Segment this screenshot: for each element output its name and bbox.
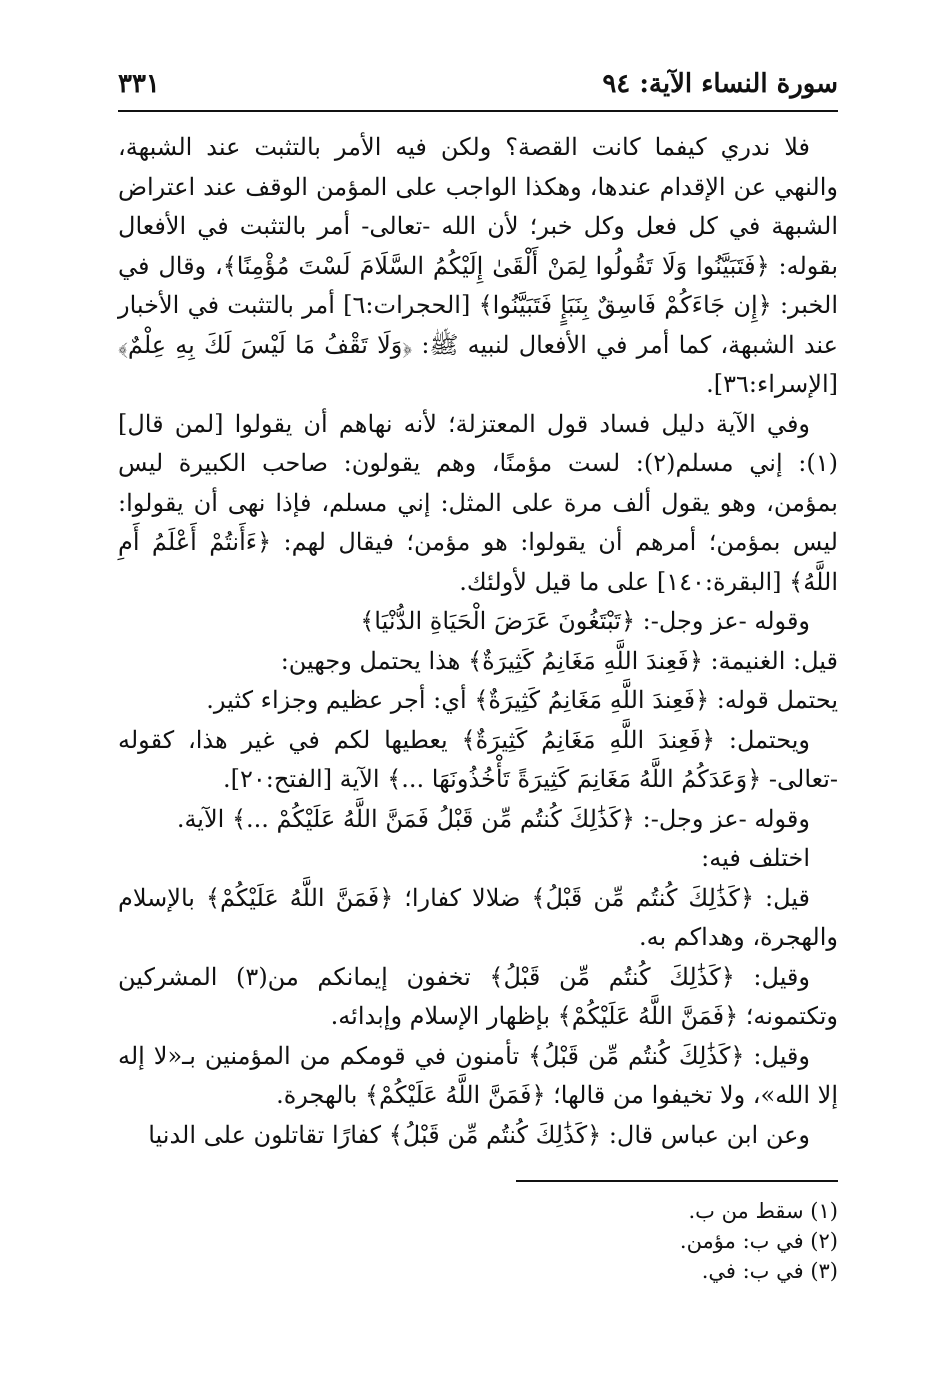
paragraph-9: قيل: ﴿كَذَٰلِكَ كُنتُم مِّن قَبْلُ﴾ ضلالا كفارا؛ ﴿فَمَنَّ اللَّهُ عَلَيْكُمْ﴾ بالإسلام والهجرة، وهداكم به. — [118, 883, 838, 951]
footnote-2: (٢) في ب: مؤمن. — [679, 1229, 838, 1253]
running-title: سورة النساء الآية: ٩٤ — [602, 69, 838, 99]
footnote-divider — [516, 1180, 838, 1182]
page-number: ٣٣١ — [118, 69, 160, 99]
header-divider — [118, 110, 838, 112]
paragraph-12: وعن ابن عباس قال: ﴿كَذَٰلِكَ كُنتُم مِّن قَبْلُ﴾ كفارًا تقاتلون على الدنيا — [148, 1120, 810, 1149]
page-header — [118, 62, 838, 106]
paragraph-3: وقوله -عز وجل-: ﴿تَبْتَغُونَ عَرَضَ الْحَيَاةِ الدُّنْيَا﴾ — [360, 607, 810, 635]
main-text — [118, 128, 838, 1155]
footnotes — [118, 1196, 838, 1286]
paragraph-2: وفي الآية دليل فساد قول المعتزلة؛ لأنه نهاهم أن يقولوا [لمن قال](١): إني مسلم(٢): لست مؤمنًا، وهم يقولون: صاحب الكبيرة ليس بمؤمن، وهو يقول ألف مرة على المثل: إني مسلم، فإذا نهى أن يقولوا: ليس بمؤمن؛ أمرهم أن يقولوا: هو مؤمن؛ فيقال لهم: ﴿ءَأَنتُمْ أَعْلَمُ أَمِ اللَّهُ﴾ [البقرة:١٤٠] على ما قيل لأولئك. — [118, 409, 838, 596]
paragraph-4: قيل: الغنيمة: ﴿فَعِندَ اللَّهِ مَغَانِمُ كَثِيرَةٌ﴾ هذا يحتمل وجهين: — [280, 646, 838, 675]
paragraph-6: ويحتمل: ﴿فَعِندَ اللَّهِ مَغَانِمُ كَثِيرَةٌ﴾ يعطيها لكم في غير هذا، كقوله -تعالى- ﴿وَعَدَكُمُ اللَّهُ مَغَانِمَ كَثِيرَةً تَأْخُذُونَهَا ...﴾ الآية [الفتح:٢٠]. — [118, 725, 838, 793]
paragraph-7: وقوله -عز وجل-: ﴿كَذَٰلِكَ كُنتُم مِّن قَبْلُ فَمَنَّ اللَّهُ عَلَيْكُمْ ...﴾ الآية. — [176, 804, 810, 833]
paragraph-8: اختلف فيه: — [701, 844, 810, 872]
footnote-3: (٣) في ب: في. — [701, 1259, 838, 1283]
paragraph-11: وقيل: ﴿كَذَٰلِكَ كُنتُم مِّن قَبْلُ﴾ تأمنون في قومكم من المؤمنين بـ«لا إله إلا الله»، ولا تخيفوا من قالها؛ ﴿فَمَنَّ اللَّهُ عَلَيْكُمْ﴾ بالهجرة. — [118, 1041, 838, 1109]
footnote-1: (١) سقط من ب. — [688, 1199, 838, 1223]
paragraph-1: فلا ندري كيفما كانت القصة؟ ولكن فيه الأمر بالتثبت عند الشبهة، والنهي عن الإقدام عندها، وهكذا الواجب على المؤمن الوقف عند اعتراض الشبهة في كل فعل وكل خبر؛ لأن الله -تعالى- أمر بالتثبت في الأفعال بقوله: ﴿فَتَبَيَّنُوا وَلَا تَقُولُوا لِمَنْ أَلْقَىٰ إِلَيْكُمُ السَّلَامَ لَسْتَ مُؤْمِنًا﴾، وقال في الخبر: ﴿إِن جَاءَكُمْ فَاسِقٌ بِنَبَإٍ فَتَبَيَّنُوا﴾ [الحجرات:٦] أمر بالتثبت في الأخبار عند الشبهة، كما أمر في الأفعال لنبيه ﷺ: ﴿وَلَا تَقْفُ مَا لَيْسَ لَكَ بِهِ عِلْمٌ﴾ [الإسراء:٣٦]. — [118, 133, 839, 398]
paragraph-5: يحتمل قوله: ﴿فَعِندَ اللَّهِ مَغَانِمُ كَثِيرَةٌ﴾ أي: أجر عظيم وجزاء كثير. — [206, 686, 838, 714]
paragraph-10: وقيل: ﴿كَذَٰلِكَ كُنتُم مِّن قَبْلُ﴾ تخفون إيمانكم من(٣) المشركين وتكتمونه؛ ﴿فَمَنَّ اللَّهُ عَلَيْكُمْ﴾ بإظهار الإسلام وإبدائه. — [118, 962, 838, 1030]
